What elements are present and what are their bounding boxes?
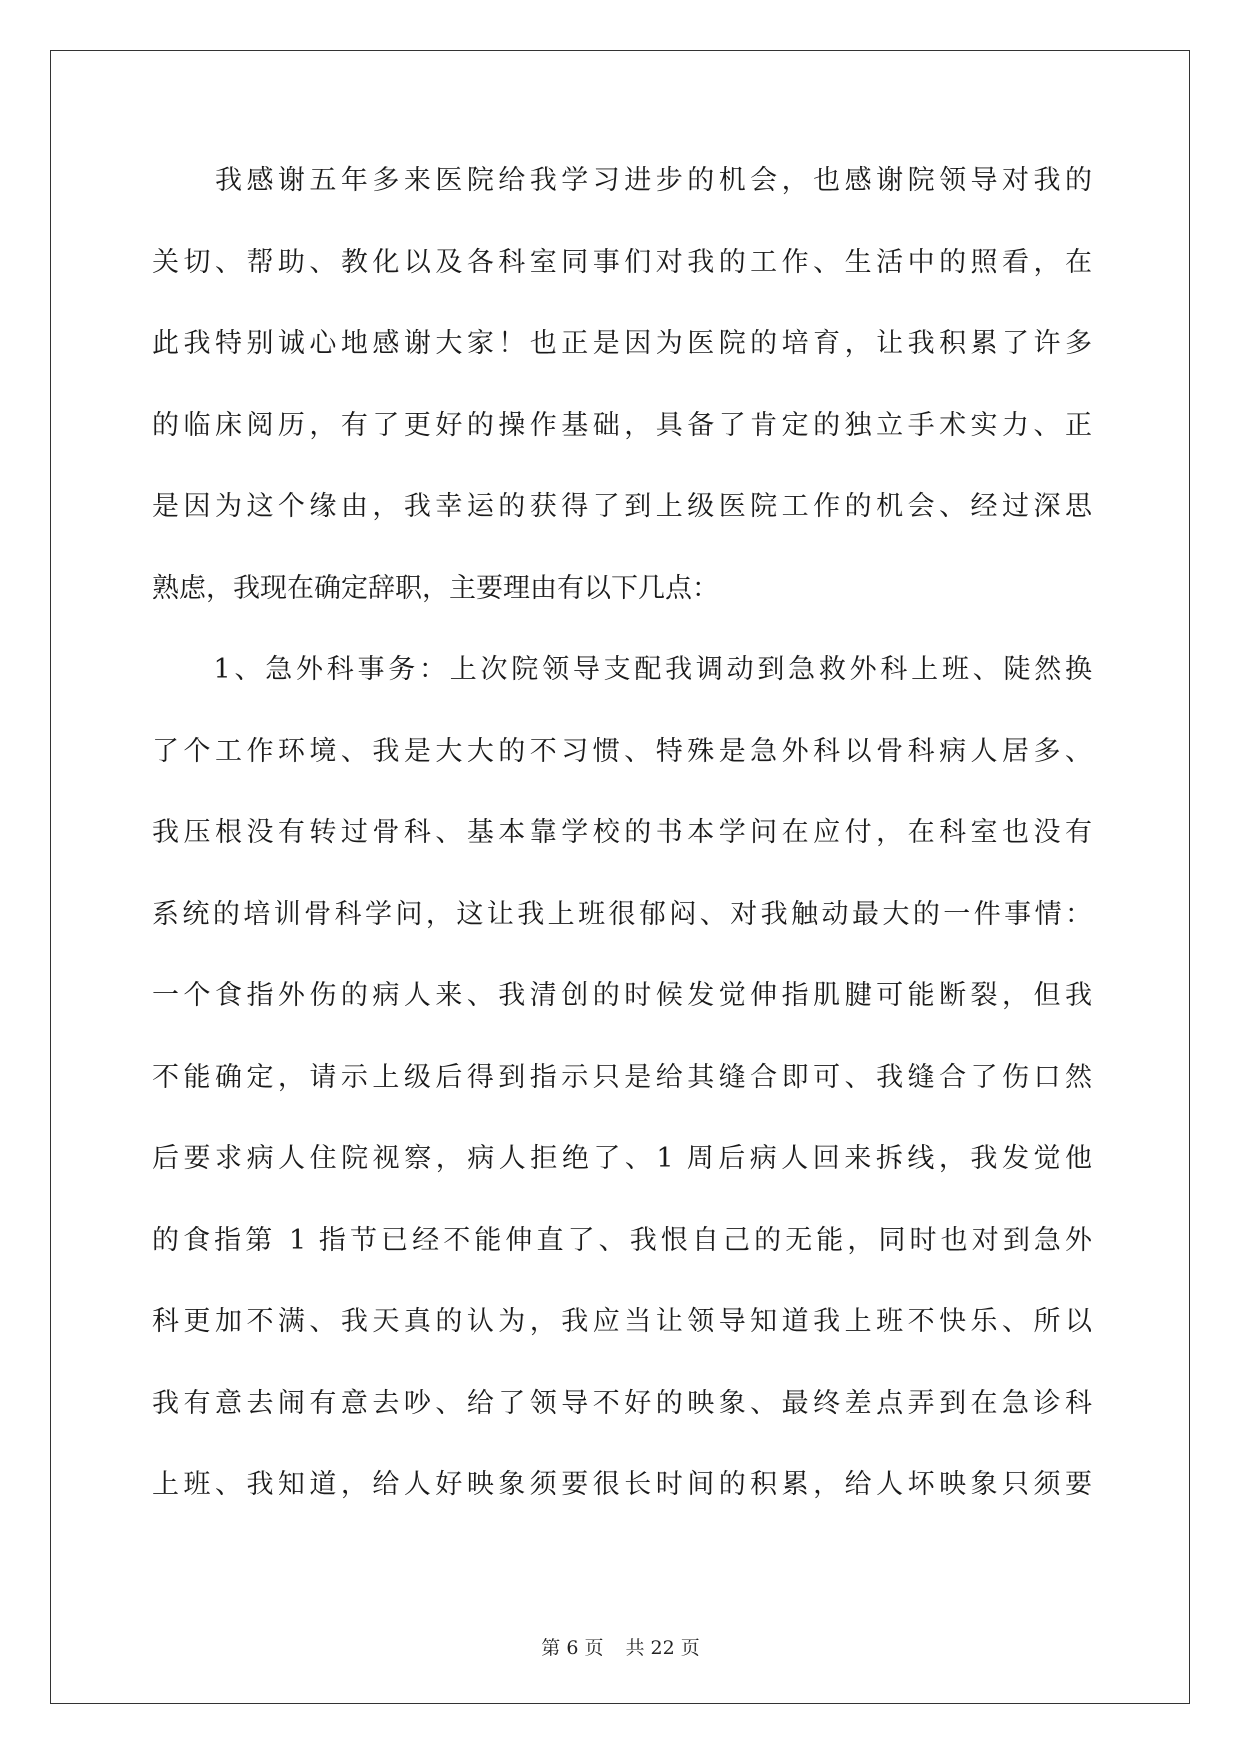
text-line: 了个工作环境、我是大大的不习惯、特殊是急外科以骨科病人居多、 xyxy=(152,735,1092,767)
text-line: 熟虑，我现在确定辞职，主要理由有以下几点： xyxy=(152,572,719,604)
page-number: 第 6 页 xyxy=(541,1637,604,1659)
text-line: 上班、我知道，给人好映象须要很长时间的积累，给人坏映象只须要 xyxy=(152,1469,1092,1500)
text-line: 关切、帮助、教化以及各科室同事们对我的工作、生活中的照看，在 xyxy=(152,246,1092,278)
text-line: 此我特别诚心地感谢大家！也正是因为医院的培育，让我积累了许多 xyxy=(152,328,1092,359)
text-line: 我压根没有转过骨科、基本靠学校的书本学问在应付，在科室也没有 xyxy=(152,817,1092,848)
page-total: 共 22 页 xyxy=(625,1637,700,1659)
document-body xyxy=(152,160,1092,1546)
text-line: 的食指第 1 指节已经不能伸直了、我恨自己的无能，同时也对到急外 xyxy=(152,1224,1092,1256)
text-line: 后要求病人住院视察，病人拒绝了、1 周后病人回来拆线，我发觉他 xyxy=(152,1143,1092,1174)
text-line: 我感谢五年多来医院给我学习进步的机会，也感谢院领导对我的 xyxy=(152,165,1092,196)
text-line: 是因为这个缘由，我幸运的获得了到上级医院工作的机会、经过深思 xyxy=(152,491,1092,522)
text-line: 科更加不满、我天真的认为，我应当让领导知道我上班不快乐、所以 xyxy=(152,1306,1092,1337)
text-line: 不能确定，请示上级后得到指示只是给其缝合即可、我缝合了伤口然 xyxy=(152,1061,1092,1093)
text-line: 我有意去闹有意去吵、给了领导不好的映象、最终差点弄到在急诊科 xyxy=(152,1387,1092,1419)
page-footer xyxy=(0,1633,1241,1660)
text-line: 1、急外科事务：上次院领导支配我调动到急救外科上班、陡然换 xyxy=(152,654,1092,685)
text-line: 系统的培训骨科学问，这让我上班很郁闷、对我触动最大的一件事情： xyxy=(152,898,1092,930)
text-line: 的临床阅历，有了更好的操作基础，具备了肯定的独立手术实力、正 xyxy=(152,409,1092,441)
text-line: 一个食指外伤的病人来、我清创的时候发觉伸指肌腱可能断裂，但我 xyxy=(152,980,1092,1011)
